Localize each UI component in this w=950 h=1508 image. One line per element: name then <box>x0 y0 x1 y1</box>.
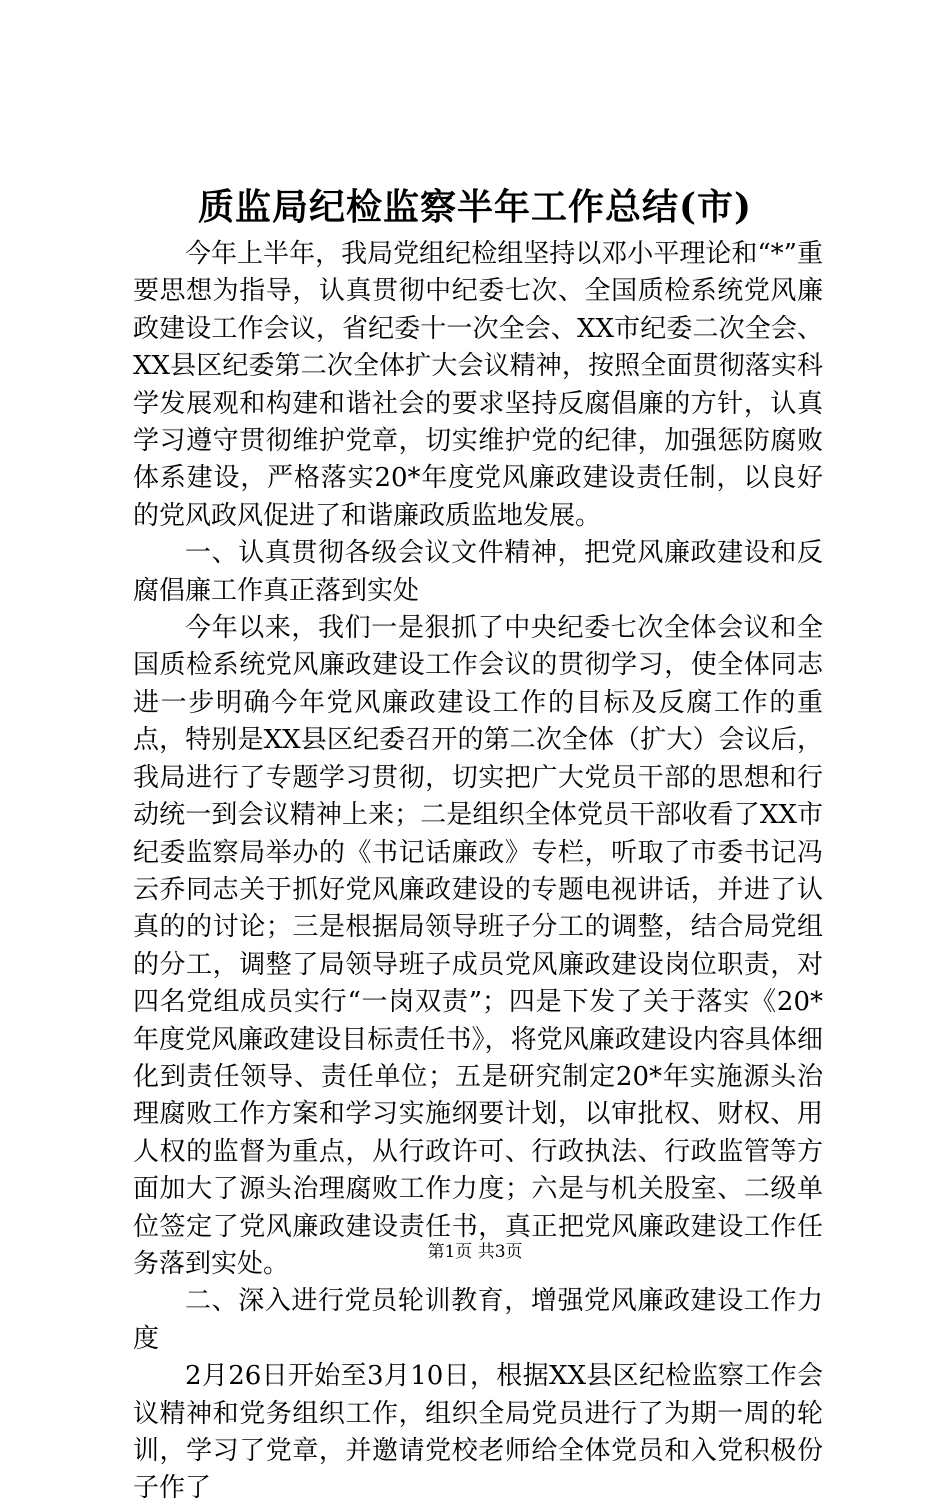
section-heading-1: 一、认真贯彻各级会议文件精神，把党风廉政建设和反腐倡廉工作真正落到实处 <box>133 538 823 606</box>
paragraph-section-2: 2月26日开始至3月10日，根据XX县区纪检监察工作会议精神和党务组织工作，组织全局党员进行了为期一周的轮训，学习了党章，并邀请党校老师给全体党员和入党积极份子作了 <box>133 1361 823 1504</box>
document-title: 质监局纪检监察半年工作总结(市) <box>197 186 753 228</box>
paragraph-section-1: 今年以来，我们一是狠抓了中央纪委七次全体会议和全国质检系统党风廉政建设工作会议的贯彻学习，使全体同志进一步明确今年党风廉政建设工作的目标及反腐工作的重点，特别是XX县区纪委召开的第二次全体（扩大）会议后，我局进行了专题学习贯彻，切实把广大党员干部的思想和行动统一到会议精神上来；二是组织全体党员干部收看了XX市纪委监察局举办的《书记话廉政》专栏，听取了市委书记冯云乔同志关于抓好党风廉政建设的专题电视讲话，并进了认真的的讨论；三是根据局领导班子分工的调整，结合局党组的分工，调整了局领导班子成员党风廉政建设岗位职责，对四名党组成员实行“一岗双责”；四是下发了关于落实《20*年度党风廉政建设目标责任书》，将党风廉政建设内容具体细化到责任领导、责任单位；五是研究制定20*年实施源头治理腐败工作方案和学习实施纲要计划，以审批权、财权、用人权的监督为重点，从行政许可、行政执法、行政监管等方面加大了源头治理腐败工作力度；六是与机关股室、二级单位签定了党风廉政建设责任书，真正把党风廉政建设工作任务落到实处。 <box>133 613 823 1279</box>
page-number-footer: 第1页 共3页 <box>427 1242 523 1262</box>
document-body <box>133 236 823 1508</box>
section-heading-2: 二、深入进行党员轮训教育，增强党风廉政建设工作力度 <box>133 1286 823 1354</box>
paragraph-intro: 今年上半年，我局党组纪检组坚持以邓小平理论和“*”重要思想为指导，认真贯彻中纪委七次、全国质检系统党风廉政建设工作会议，省纪委十一次全会、XX市纪委二次全会、XX县区纪委第二次全体扩大会议精神，按照全面贯彻落实科学发展观和构建和谐社会的要求坚持反腐倡廉的方针，认真学习遵守贯彻维护党章，切实维护党的纪律，加强惩防腐败体系建设，严格落实20*年度党风廉政建设责任制，以良好的党风政风促进了和谐廉政质监地发展。 <box>133 239 823 531</box>
